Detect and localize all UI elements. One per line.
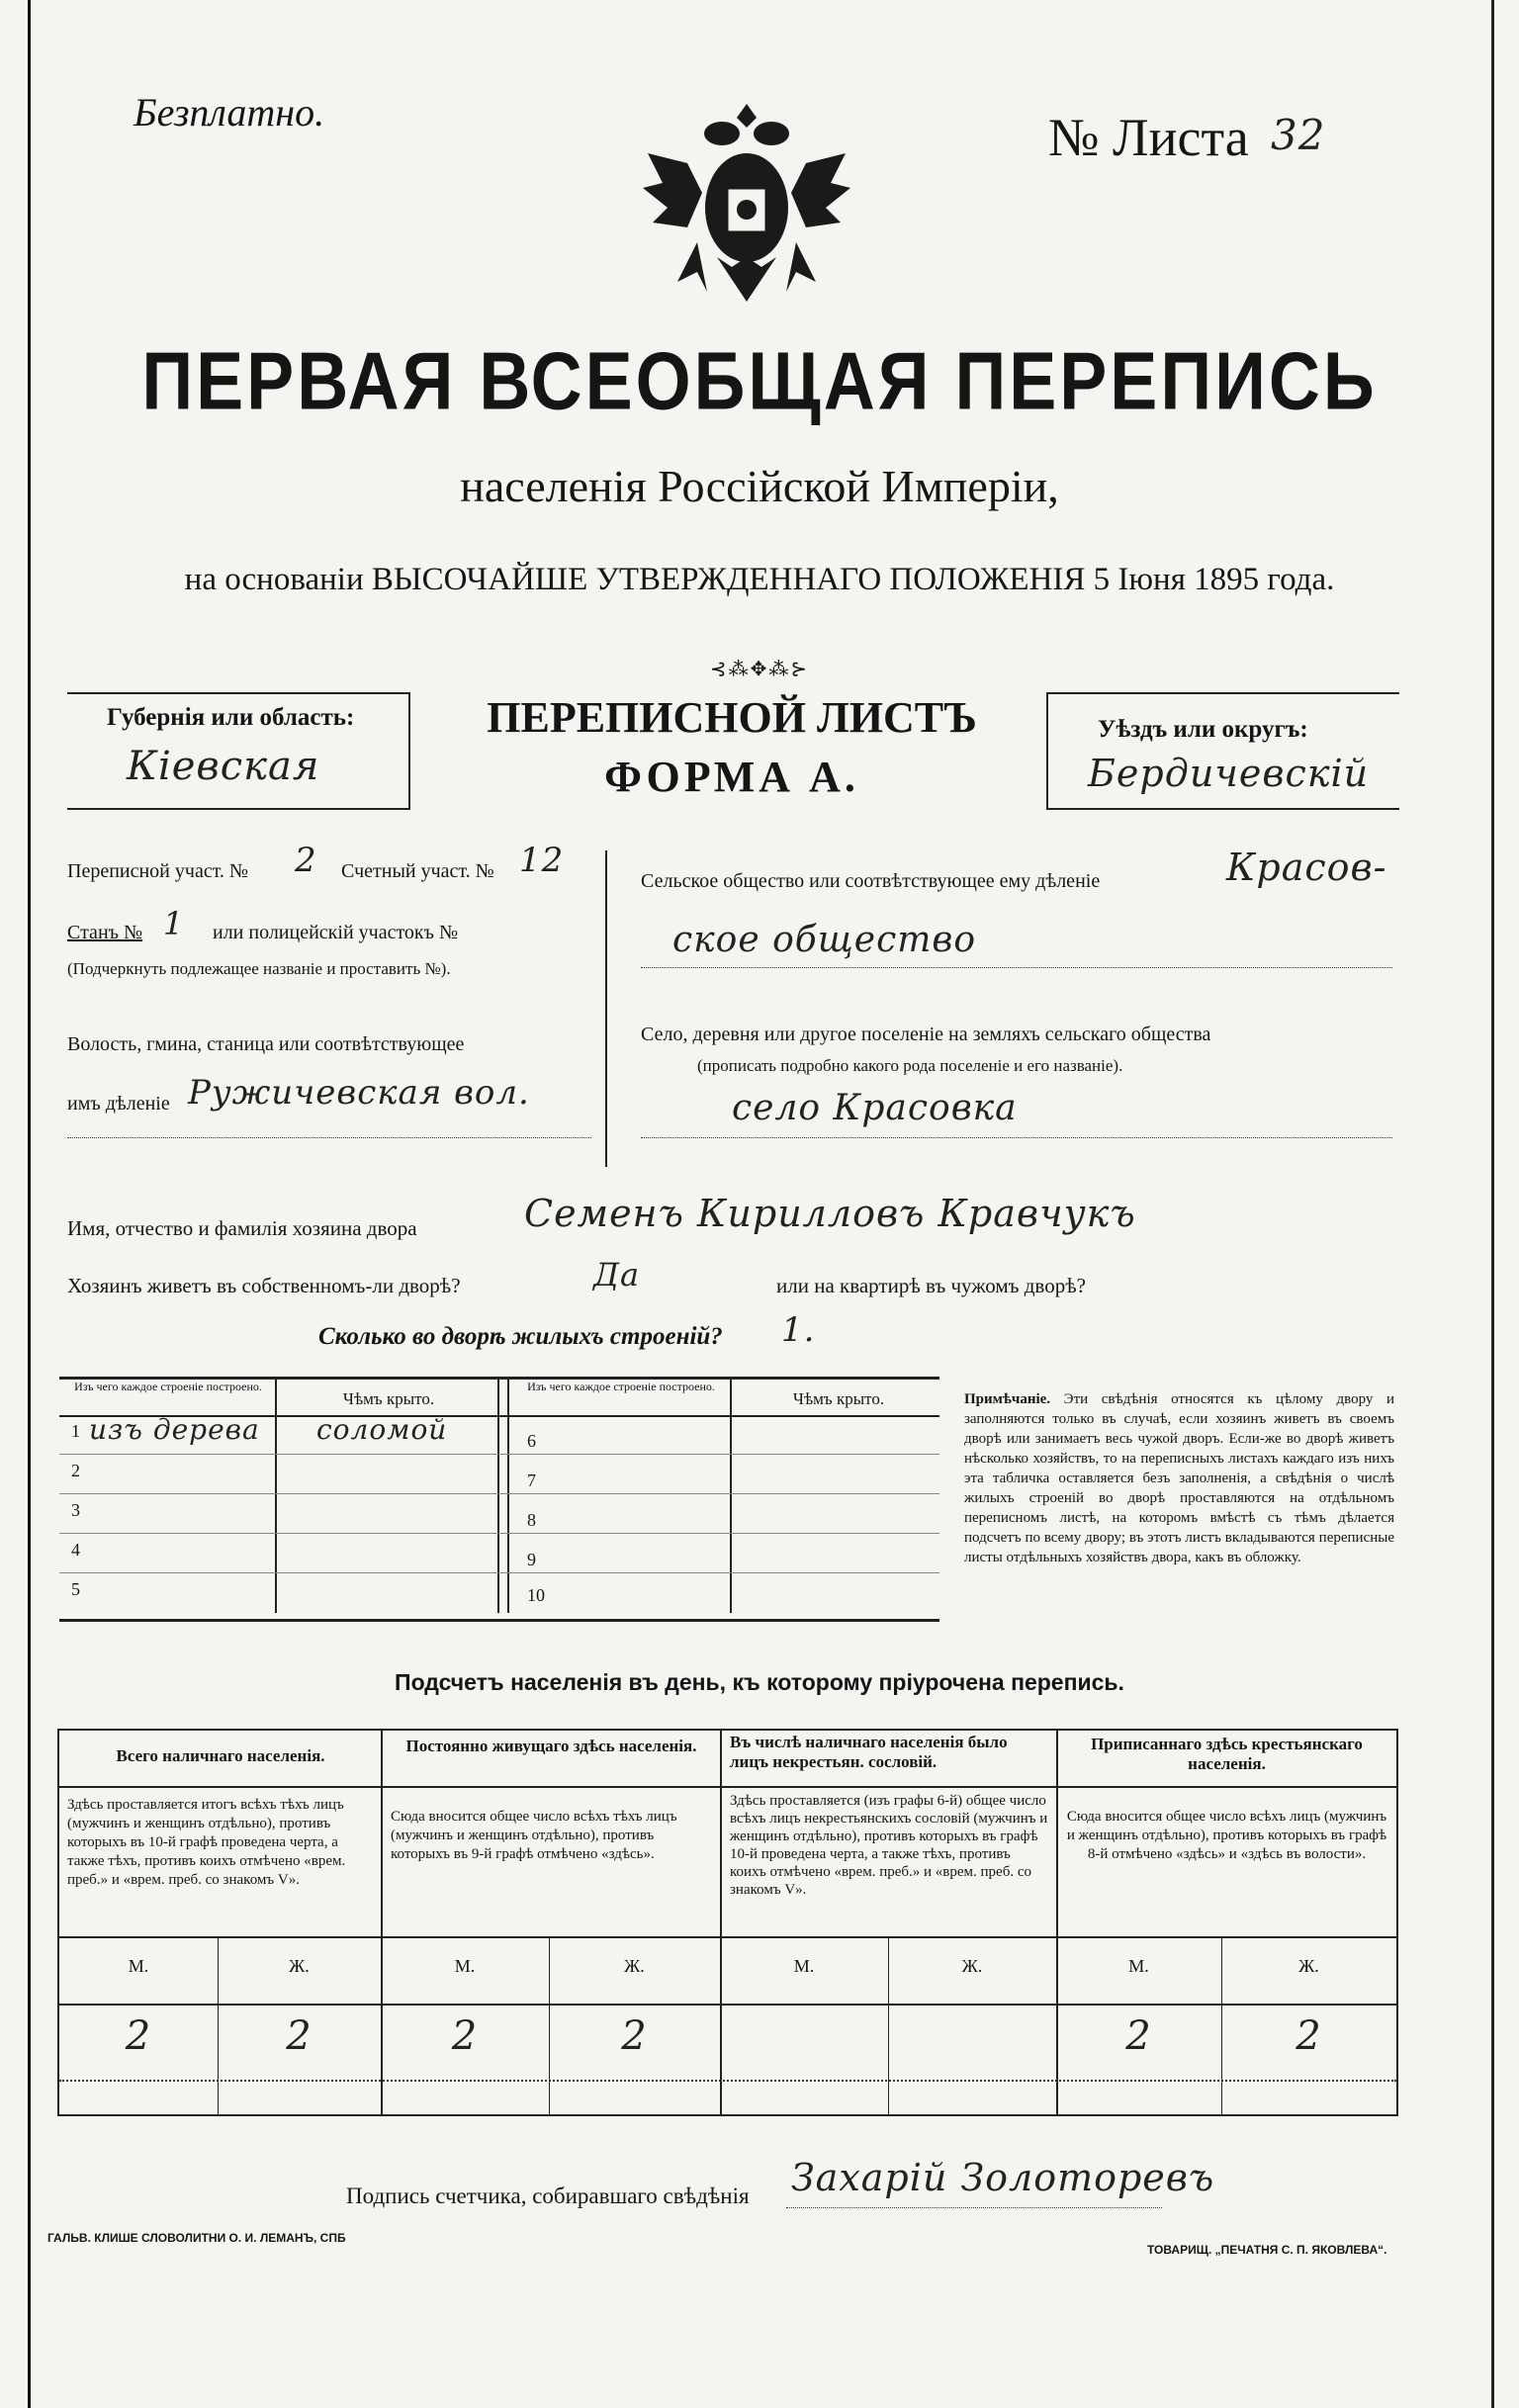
gubernia-label: Губернія или область: [107, 704, 355, 731]
signature-underline [786, 2207, 1162, 2208]
village-label: Село, деревня или другое поселеніе на земляхъ сельскаго общества [641, 1024, 1211, 1045]
buildings-col-material-left: Изъ чего каждое строеніе построено. [74, 1380, 262, 1393]
owner-lives-value: Да [593, 1256, 641, 1293]
building-row-num: 6 [527, 1431, 536, 1451]
volost-underline [67, 1137, 591, 1138]
stan-note: (Подчеркнуть подлежащее названіе и проставить №). [67, 959, 451, 978]
population-male-value: 2 [125, 2013, 152, 2059]
building-row-material: изъ дерева [89, 1413, 260, 1446]
uezd-value: Бердичевскій [1088, 752, 1370, 795]
stan-value: 1 [163, 905, 185, 942]
footer-right: ТОВАРИЩ. „ПЕЧАТНЯ С. П. ЯКОВЛЕВА“. [1147, 2243, 1387, 2257]
count-area-value: 12 [519, 841, 565, 880]
volost-value: Ружичевская вол. [188, 1073, 530, 1113]
sheet-number-label: № Листа [1048, 108, 1249, 167]
population-male-value: 2 [451, 2013, 479, 2059]
uezd-box [1046, 692, 1399, 810]
owner-or-label: или на квартирѣ въ чужомъ дворѣ? [776, 1274, 1086, 1297]
census-area-value: 2 [295, 841, 317, 880]
population-col-title: Постоянно живущаго здѣсь населенія. [405, 1737, 697, 1755]
village-underline [641, 1137, 1392, 1138]
society-value-1: Красов- [1226, 846, 1387, 889]
population-col-desc: Сюда вносится общее число всѣхъ лицъ (мужчинъ и женщинъ отдѣльно), противъ которыхъ въ графѣ 8-й отмѣчено «здѣсь» и «здѣсь въ волости». [1066, 1809, 1387, 1862]
population-female-value: 2 [621, 2013, 648, 2059]
building-row-num: 10 [527, 1585, 545, 1605]
building-row-num: 9 [527, 1550, 536, 1569]
building-row-num: 4 [71, 1540, 80, 1560]
male-label: М. [1128, 1956, 1149, 1976]
building-row-num: 8 [527, 1510, 536, 1530]
census-basis: на основаніи ВЫСОЧАЙШЕ УТВЕРЖДЕННАГО ПОЛОЖЕНІЯ 5 Іюня 1895 года. [184, 562, 1335, 597]
footer-left: ГАЛЬВ. КЛИШЕ СЛОВОЛИТНИ О. И. ЛЕМАНЪ, СПБ [47, 2231, 346, 2245]
building-row-num: 7 [527, 1471, 536, 1490]
population-col-desc: Здѣсь проставляется итогъ всѣхъ тѣхъ лицъ (мужчинъ и женщинъ отдѣльно), противъ которыхъ въ 10-й графѣ проведена черта, а также тѣхъ, противъ коихъ отмѣчено «врем. преб.» и «врем. преб. со знакомъ V». [67, 1797, 346, 1888]
female-label: Ж. [961, 1956, 983, 1976]
location-divider [605, 850, 607, 1167]
census-area-label: Переписной участ. № [67, 860, 249, 882]
owner-name-label: Имя, отчество и фамилія хозяина двора [67, 1216, 417, 1240]
population-col-title: Приписаннаго здѣсь крестьянскаго населенія. [1091, 1735, 1363, 1773]
volost-label-2: имъ дѣленіе [67, 1093, 170, 1115]
census-title: ПЕРВАЯ ВСЕОБЩАЯ ПЕРЕПИСЬ [141, 336, 1378, 427]
society-value-2: ское общество [672, 920, 976, 960]
count-area-label: Счетный участ. № [341, 860, 494, 882]
buildings-label: Сколько во дворѣ жилыхъ строеній? [318, 1323, 723, 1350]
signature-value: Захарій Золоторевъ [791, 2156, 1215, 2199]
population-male-value: 2 [1125, 2013, 1152, 2059]
free-label: Безплатно. [134, 90, 325, 134]
uezd-label: Уѣздъ или округъ: [1098, 716, 1308, 743]
population-col-title: Всего наличнаго населенія. [116, 1746, 325, 1765]
female-label: Ж. [624, 1956, 645, 1976]
population-female-value: 2 [286, 2013, 313, 2059]
buildings-note [964, 1389, 1394, 1567]
sheet-number-value: 32 [1271, 111, 1326, 159]
volost-label-1: Волость, гмина, станица или соотвѣтствующее [67, 1033, 465, 1055]
population-col-title: Въ числѣ наличнаго населенія было лицъ некрестьян. сословій. [730, 1733, 1008, 1771]
building-row-roof: соломой [316, 1413, 448, 1446]
building-row-num: 1 [71, 1421, 80, 1441]
buildings-note-title: Примѣчаніе. [964, 1391, 1051, 1407]
form-title: ПЕРЕПИСНОЙ ЛИСТЪ [487, 693, 977, 742]
buildings-table [59, 1377, 939, 1622]
male-label: М. [454, 1956, 476, 1976]
form-subtitle: ФОРМА А. [604, 753, 859, 801]
society-underline [641, 967, 1392, 968]
building-row-num: 2 [71, 1461, 80, 1480]
stan-label: Станъ № [67, 922, 143, 943]
buildings-col-material-right: Изъ чего каждое строеніе построено. [527, 1380, 715, 1393]
gubernia-value: Кіевская [127, 744, 320, 789]
gubernia-box [67, 692, 410, 810]
buildings-note-text: Эти свѣдѣнія относятся къ цѣлому двору и заполняются только въ случаѣ, если хозяинъ живетъ въ своемъ дворѣ или занимаетъ весь чужой дворъ. Если-же во дворѣ живетъ нѣсколько хозяйствъ, то на переписныхъ листахъ каждаго изъ нихъ эта табличка оставляется безъ заполненія, а свѣдѣнія о числѣ жилыхъ строеній во дворѣ проставляются на отдѣльномъ переписномъ листѣ, на которомъ вмѣстѣ съ тѣмъ дѣлается подсчетъ по всему двору; въ этотъ листъ вкладываются переписные листы отдѣльныхъ хозяйствъ двора, какъ въ обложку. [964, 1391, 1395, 1565]
owner-name-value: Семенъ Кирилловъ Кравчукъ [524, 1192, 1136, 1235]
village-value: село Красовка [732, 1088, 1018, 1128]
male-label: М. [793, 1956, 815, 1976]
census-subtitle: населенія Россійской Имперіи, [460, 461, 1059, 511]
female-label: Ж. [289, 1956, 310, 1976]
buildings-col-roof-left: Чѣмъ крыто. [342, 1389, 435, 1408]
building-row-num: 3 [71, 1500, 80, 1520]
female-label: Ж. [1298, 1956, 1319, 1976]
building-row-num: 5 [71, 1579, 80, 1599]
owner-lives-label: Хозяинъ живетъ въ собственномъ-ли дворѣ? [67, 1274, 461, 1297]
signature-label: Подпись счетчика, собиравшаго свѣдѣнія [346, 2184, 750, 2208]
imperial-eagle-emblem [628, 94, 865, 331]
population-col-desc: Сюда вносится общее число всѣхъ тѣхъ лицъ (мужчинъ и женщинъ отдѣльно), противъ которыхъ въ 9-й графѣ отмѣчено «здѣсь». [391, 1809, 677, 1862]
buildings-col-roof-right: Чѣмъ крыто. [792, 1389, 885, 1408]
ornament-divider: ⊰⁂✥⁂⊱ [709, 657, 810, 680]
population-col-desc: Здѣсь проставляется (изъ графы 6-й) общее число всѣхъ лицъ некрестьянскихъ сословій (мужчинъ и женщинъ отдѣльно), противъ которыхъ въ графѣ 10-й проведена черта, а также тѣхъ, противъ коихъ отмѣчено «врем. преб.» и «врем. преб. со знакомъ V». [730, 1793, 1048, 1898]
population-heading: Подсчетъ населенія въ день, къ которому пріурочена перепись. [395, 1669, 1124, 1695]
male-label: М. [128, 1956, 149, 1976]
village-note: (прописать подробно какого рода поселеніе и его названіе). [697, 1056, 1123, 1075]
buildings-value: 1. [781, 1310, 816, 1350]
population-female-value: 2 [1296, 2013, 1322, 2059]
population-table [57, 1729, 1398, 2116]
society-label: Сельское общество или соотвѣтствующее ему дѣленіе [641, 870, 1101, 892]
police-label: или полицейскій участокъ № [213, 922, 459, 943]
